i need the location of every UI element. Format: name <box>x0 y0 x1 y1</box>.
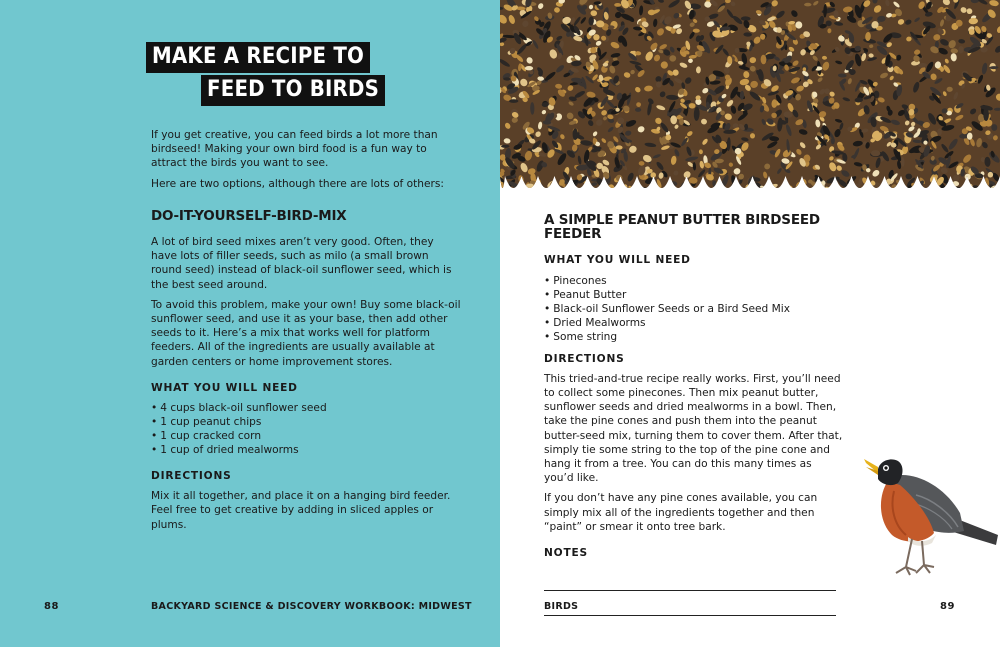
section-title-diy-mix: DO-IT-YOURSELF-BIRD-MIX <box>151 207 347 224</box>
notes-heading: NOTES <box>544 547 588 560</box>
list-item: • Peanut Butter <box>544 288 844 302</box>
section-title-peanut-feeder: A SIMPLE PEANUT BUTTER BIRDSEED FEEDER <box>544 212 820 243</box>
right-body <box>544 213 844 616</box>
list-item: • 4 cups black-oil sunflower seed <box>151 401 461 415</box>
diy-paragraph-1: A lot of bird seed mixes aren’t very good. Often, they have lots of filler seeds, such as milo (a small brown round seed) instead of black-oil sunflower seed, which is the best seed around. <box>151 236 452 291</box>
left-body <box>151 128 461 538</box>
need-heading-right: WHAT YOU WILL NEED <box>544 254 691 267</box>
intro-paragraph-1: If you get creative, you can feed birds a lot more than birdseed! Making your own bird food is a fun way to attract the birds you want to see. <box>151 129 438 170</box>
page-number-right: 89 <box>940 601 955 612</box>
running-head-left: BACKYARD SCIENCE & DISCOVERY WORKBOOK: MIDWEST <box>151 601 472 612</box>
directions-heading-right: DIRECTIONS <box>544 352 625 365</box>
list-item: • Some string <box>544 330 844 344</box>
robin-bird-image <box>860 455 1000 585</box>
right-page <box>500 0 1000 647</box>
notes-line-1 <box>544 566 836 591</box>
directions-heading-left: DIRECTIONS <box>151 470 232 483</box>
list-item: • 1 cup of dried mealworms <box>151 443 461 457</box>
list-item: • 1 cup cracked corn <box>151 429 461 443</box>
diy-paragraph-2: To avoid this problem, make your own! Buy some black-oil sunflower seed, and use it as your base, then add other seeds to it. Here’s a mix that works well for platform feeders. All of the ingredients are usually available at garden centers or home improvement stores. <box>151 298 461 368</box>
running-head-right: BIRDS <box>544 601 579 612</box>
ingredient-list-left <box>151 401 461 457</box>
need-heading-left: WHAT YOU WILL NEED <box>151 381 298 394</box>
list-item: • Black-oil Sunflower Seeds or a Bird Seed Mix <box>544 302 844 316</box>
directions-paragraph-2: If you don’t have any pine cones available, you can simply mix all of the ingredients together and then “paint” or smear it onto tree bark. <box>544 492 818 533</box>
page-title <box>146 42 385 106</box>
birdseed-photo <box>500 0 1000 200</box>
directions-text-left: Mix it all together, and place it on a hanging bird feeder. Feel free to get creative by adding in sliced apples or plums. <box>151 490 451 531</box>
ingredient-list-right <box>544 274 844 344</box>
title-line-1: MAKE A RECIPE TO <box>146 42 370 73</box>
title-line-2: FEED TO BIRDS <box>201 75 385 106</box>
list-item: • Pinecones <box>544 274 844 288</box>
list-item: • 1 cup peanut chips <box>151 415 461 429</box>
list-item: • Dried Mealworms <box>544 316 844 330</box>
notes-line-2 <box>544 591 836 616</box>
page-number-left: 88 <box>44 601 59 612</box>
intro-paragraph-2: Here are two options, although there are lots of others: <box>151 177 444 190</box>
directions-paragraph-1: This tried-and-true recipe really works. First, you’ll need to collect some pinecones. Then mix peanut butter, sunflower seeds and dried mealworms in a bowl. Then, take the pine cones and push them into the peanut butter-seed mix, turning them to cover them. After that, simply tie some string to the top of the pine cone and hang it from a tree. You can do this many times as you’d like. <box>544 372 843 485</box>
